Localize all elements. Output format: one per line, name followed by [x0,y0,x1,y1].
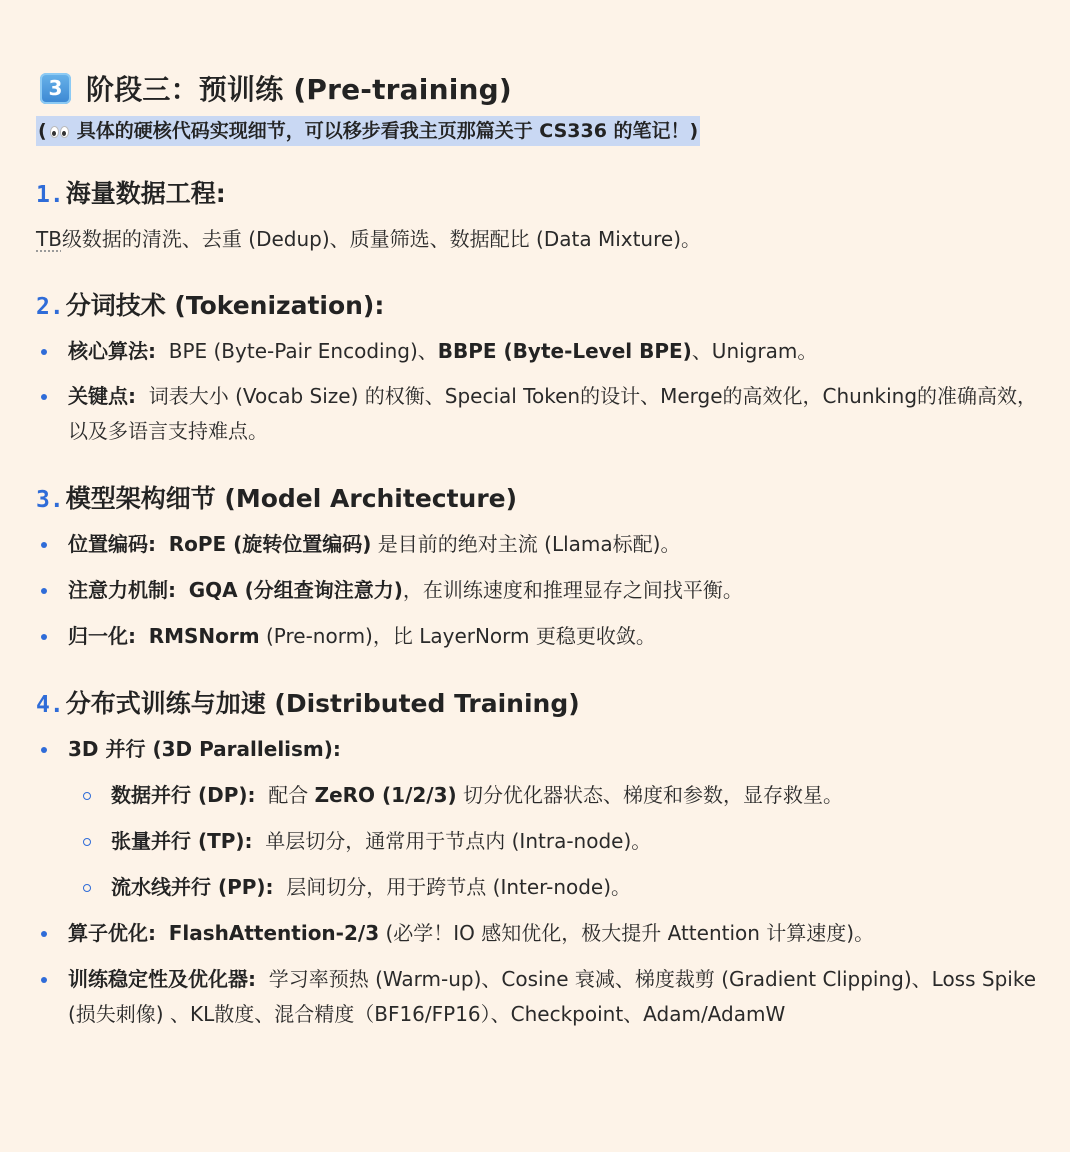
bullet-list [36,527,1050,654]
item-label: 张量并行 (TP): [111,829,253,853]
item-label: 关键点: [68,384,136,408]
item-text: 切分优化器状态、梯度和参数，显存救星。 [456,783,844,807]
sub-list-item [36,870,1050,905]
section-3 [36,479,1050,654]
list-item [36,573,1050,608]
bullet-list [36,334,1050,449]
item-bold-text: RMSNorm [148,624,260,648]
note-text: 具体的硬核代码实现细节，可以移步看我主页那篇关于 CS336 的笔记！) [76,120,699,142]
section-number: 3. [36,487,64,513]
section-number: 1. [36,182,64,208]
section-title: 分词技术 (Tokenization): [65,291,385,320]
keycap-3-icon: 3 [40,73,71,104]
item-text: BPE (Byte-Pair Encoding)、 [168,339,438,363]
sub-list-item [36,778,1050,813]
eyes-emoji-icon [49,125,71,139]
list-item [36,619,1050,654]
section-1 [36,174,1050,256]
list-item [36,379,1050,449]
section-number: 4. [36,692,64,718]
section-heading [36,174,1050,210]
item-text: 是目前的绝对主流 (Llama标配)。 [371,532,681,556]
item-label: 算子优化: [68,921,156,945]
section-title: 分布式训练与加速 (Distributed Training) [65,689,580,718]
item-label: 核心算法: [68,339,156,363]
note-open-paren: ( [38,120,47,142]
section-heading [36,479,1050,515]
item-text: 学习率预热 (Warm-up)、Cosine 衰减、梯度裁剪 (Gradient Clipping)、Loss Spike (损失刺像) 、KL散度、混合精度（BF16/FP16）、Checkpoint、Adam/AdamW [68,967,1037,1026]
item-label: 位置编码: [68,532,156,556]
bullet-list [36,732,1050,767]
item-bold-text: RoPE (旋转位置编码) [168,532,372,556]
highlight-note [36,116,700,146]
section-heading [36,684,1050,720]
section-title: 模型架构细节 (Model Architecture) [65,484,518,513]
item-bold-text: GQA (分组查询注意力) [188,578,403,602]
item-text: 词表大小 (Vocab Size) 的权衡、Special Token的设计、Merge的高效化，Chunking的准确高效，以及多语言支持难点。 [68,384,1038,443]
item-text: (Pre-norm)，比 LayerNorm 更稳更收敛。 [259,624,656,648]
list-item [36,962,1050,1032]
page-title [36,62,1050,114]
section-heading [36,286,1050,322]
item-label: 归一化: [68,624,136,648]
sub-list-item [36,824,1050,859]
item-text: (必学！IO 感知优化，极大提升 Attention 计算速度)。 [379,921,875,945]
section-2 [36,286,1050,449]
item-label: 流水线并行 (PP): [111,875,274,899]
term-tb: TB [36,227,62,251]
item-text: 单层切分，通常用于节点内 (Intra-node)。 [265,829,652,853]
list-item [36,916,1050,951]
section-title: 海量数据工程: [65,179,226,208]
section-4 [36,684,1050,1032]
section-number: 2. [36,294,64,320]
item-bold-text: ZeRO (1/2/3) [314,783,457,807]
sub-list [36,778,1050,905]
item-text: 层间切分，用于跨节点 (Inter-node)。 [286,875,632,899]
list-item [36,334,1050,369]
section-paragraph [36,222,1050,256]
item-text: 配合 [268,783,315,807]
item-label: 注意力机制: [68,578,176,602]
item-text: 、Unigram。 [691,339,818,363]
item-label: 3D 并行 (3D Parallelism): [68,737,341,761]
list-item [36,527,1050,562]
item-label: 数据并行 (DP): [111,783,256,807]
page-title-text: 阶段三：预训练 (Pre-training) [86,73,512,106]
item-text: ，在训练速度和推理显存之间找平衡。 [402,578,743,602]
paragraph-text: 级数据的清洗、去重 (Dedup)、质量筛选、数据配比 (Data Mixture)。 [61,227,701,251]
item-bold-text: FlashAttention-2/3 [168,921,380,945]
item-label: 训练稳定性及优化器: [68,967,256,991]
list-item [36,732,1050,767]
item-bold-text: BBPE (Byte-Level BPE) [437,339,692,363]
bullet-list [36,916,1050,1032]
